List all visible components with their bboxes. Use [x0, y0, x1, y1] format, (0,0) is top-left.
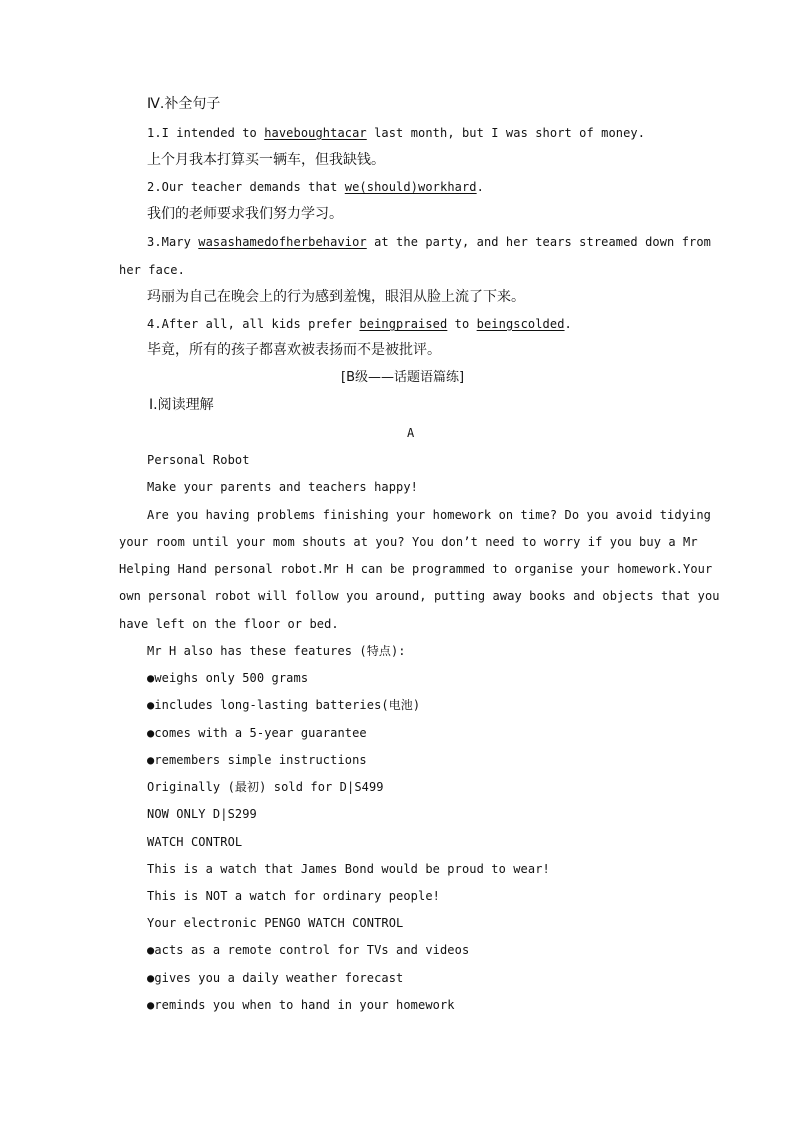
item-number: 3. [147, 235, 162, 249]
feature-item: ●includes long-lasting batteries(电池) [147, 698, 421, 712]
sentence-text: Mary [161, 235, 199, 249]
price-now: NOW ONLY D|S299 [147, 807, 257, 821]
sentence-text: . [564, 317, 572, 331]
passage-title: Personal Robot [147, 453, 250, 467]
product2-line: This is a watch that James Bond would be proud to wear! [147, 862, 550, 876]
passage-label: A [407, 426, 415, 440]
level-heading: [B级——话题语篇练] [341, 370, 465, 385]
answer-text: beingpraised [359, 317, 448, 331]
paragraph-line: Helping Hand personal robot.Mr H can be programmed to organise your homework.Your [119, 562, 713, 576]
answer-text: haveboughtacar [264, 126, 367, 140]
product2-feature: ●reminds you when to hand in your homework [147, 998, 455, 1012]
sentence-text: to [447, 317, 477, 331]
answer-text: wasashamedofherbehavior [198, 235, 367, 249]
translation-4: 毕竟，所有的孩子都喜欢被表扬而不是被批评。 [147, 342, 441, 358]
section-heading: Ⅳ.补全句子 [147, 96, 221, 112]
sentence-text: After all, all kids prefer [161, 317, 360, 331]
product2-feature: ●acts as a remote control for TVs and videos [147, 943, 470, 957]
product2-title: WATCH CONTROL [147, 835, 243, 849]
feature-item: ●comes with a 5-year guarantee [147, 726, 367, 740]
paragraph-line: your room until your mom shouts at you? You don’t need to worry if you buy a Mr [119, 535, 698, 549]
sentence-text: Our teacher demands that [161, 180, 345, 194]
features-intro: Mr H also has these features (特点): [147, 644, 406, 658]
item-number: 2. [147, 180, 162, 194]
price-original: Originally (最初) sold for D|S499 [147, 780, 384, 794]
sentence-text: I intended to [161, 126, 265, 140]
paragraph-line: Are you having problems finishing your homework on time? Do you avoid tidying [147, 508, 711, 522]
sentence-2 [147, 179, 484, 195]
passage-tagline: Make your parents and teachers happy! [147, 480, 419, 494]
paragraph-line: have left on the floor or bed. [119, 617, 339, 631]
sentence-4 [147, 316, 572, 332]
translation-1: 上个月我本打算买一辆车，但我缺钱。 [147, 152, 385, 168]
sentence-3 [147, 234, 711, 250]
product2-line: This is NOT a watch for ordinary people! [147, 889, 440, 903]
feature-item: ●remembers simple instructions [147, 753, 367, 767]
section-heading-reading: Ⅰ.阅读理解 [149, 397, 214, 413]
item-number: 4. [147, 317, 162, 331]
feature-item: ●weighs only 500 grams [147, 671, 309, 685]
product2-feature: ●gives you a daily weather forecast [147, 971, 404, 985]
paragraph-line: own personal robot will follow you around, putting away books and objects that you [119, 589, 720, 603]
item-number: 1. [147, 126, 162, 140]
answer-text: beingscolded [476, 317, 565, 331]
translation-3: 玛丽为自己在晚会上的行为感到羞愧，眼泪从脸上流了下来。 [147, 289, 525, 305]
answer-text: we(should)workhard [344, 180, 477, 194]
sentence-1 [147, 125, 645, 141]
product2-line: Your electronic PENGO WATCH CONTROL [147, 916, 404, 930]
sentence-text: at the party, and her tears streamed down from [366, 235, 712, 249]
translation-2: 我们的老师要求我们努力学习。 [147, 206, 343, 222]
sentence-3-continuation: her face. [119, 263, 185, 277]
sentence-text: . [476, 180, 484, 194]
sentence-text: last month, but I was short of money. [366, 126, 646, 140]
